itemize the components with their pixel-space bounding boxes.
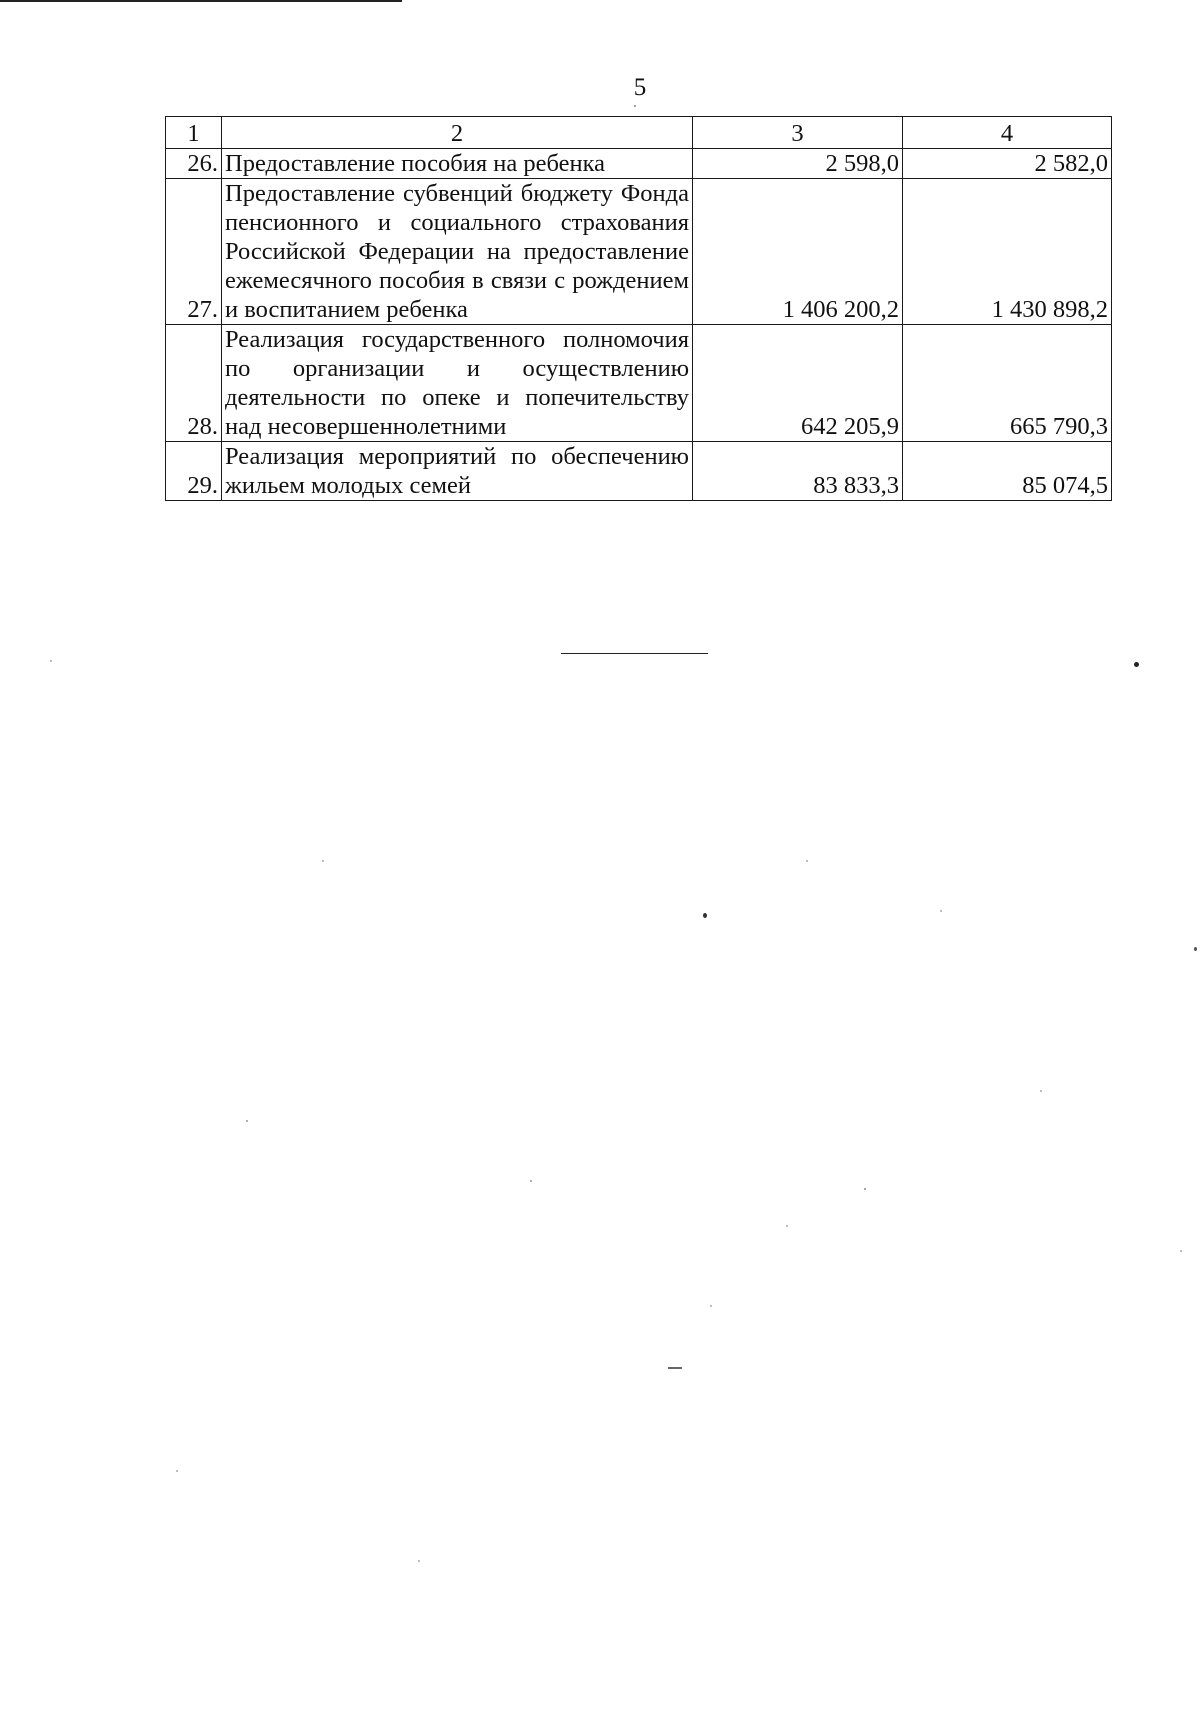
row-value-col3: 2 598,0 [693,149,903,179]
scan-speck [176,1470,178,1472]
scan-speck [634,105,636,107]
row-name: Реализация мероприятий по обеспечению жильем молодых семей [222,442,693,501]
scan-speck [786,1225,788,1227]
row-value-col3: 642 205,9 [693,325,903,442]
end-of-document-rule [561,653,708,654]
row-number: 28. [166,325,222,442]
scan-speck [322,860,324,862]
row-value-col4: 665 790,3 [903,325,1112,442]
top-edge-rule [0,0,402,2]
scan-speck [703,913,707,918]
row-name: Предоставление субвенций бюджету Фонда пенсионного и социального страхования Российской Федерации на предоставление ежемесячного пособия в связи с рождением и воспитанием ребенка [222,179,693,325]
scan-speck [864,1188,866,1190]
column-header-4: 4 [903,117,1112,149]
scan-speck [530,1180,532,1182]
column-header-3: 3 [693,117,903,149]
budget-table [165,116,1112,501]
scan-speck [940,910,942,912]
column-header-1: 1 [166,117,222,149]
scan-speck [1134,662,1139,667]
row-number: 27. [166,179,222,325]
scan-speck [1180,1250,1182,1252]
column-header-2: 2 [222,117,693,149]
scan-speck [710,1305,712,1307]
scan-speck [246,1120,248,1122]
scan-speck [668,1367,682,1369]
row-number: 26. [166,149,222,179]
row-number: 29. [166,442,222,501]
table-row [166,179,1112,325]
table-row [166,149,1112,179]
row-value-col4: 1 430 898,2 [903,179,1112,325]
row-name: Реализация государственного полномочия по организации и осуществлению деятельности по опеке и попечительству над несовершеннолетними [222,325,693,442]
row-value-col3: 1 406 200,2 [693,179,903,325]
scan-speck [50,660,52,662]
scan-speck [1194,947,1197,951]
row-name: Предоставление пособия на ребенка [222,149,693,179]
scan-speck [418,1560,420,1562]
table-row [166,442,1112,501]
row-value-col4: 85 074,5 [903,442,1112,501]
row-value-col3: 83 833,3 [693,442,903,501]
row-value-col4: 2 582,0 [903,149,1112,179]
page-number: 5 [633,74,647,101]
table-row [166,325,1112,442]
table-header-row [166,117,1112,149]
scan-speck [1040,1090,1042,1092]
scan-speck [806,860,808,862]
budget-table-wrapper [165,116,1112,501]
